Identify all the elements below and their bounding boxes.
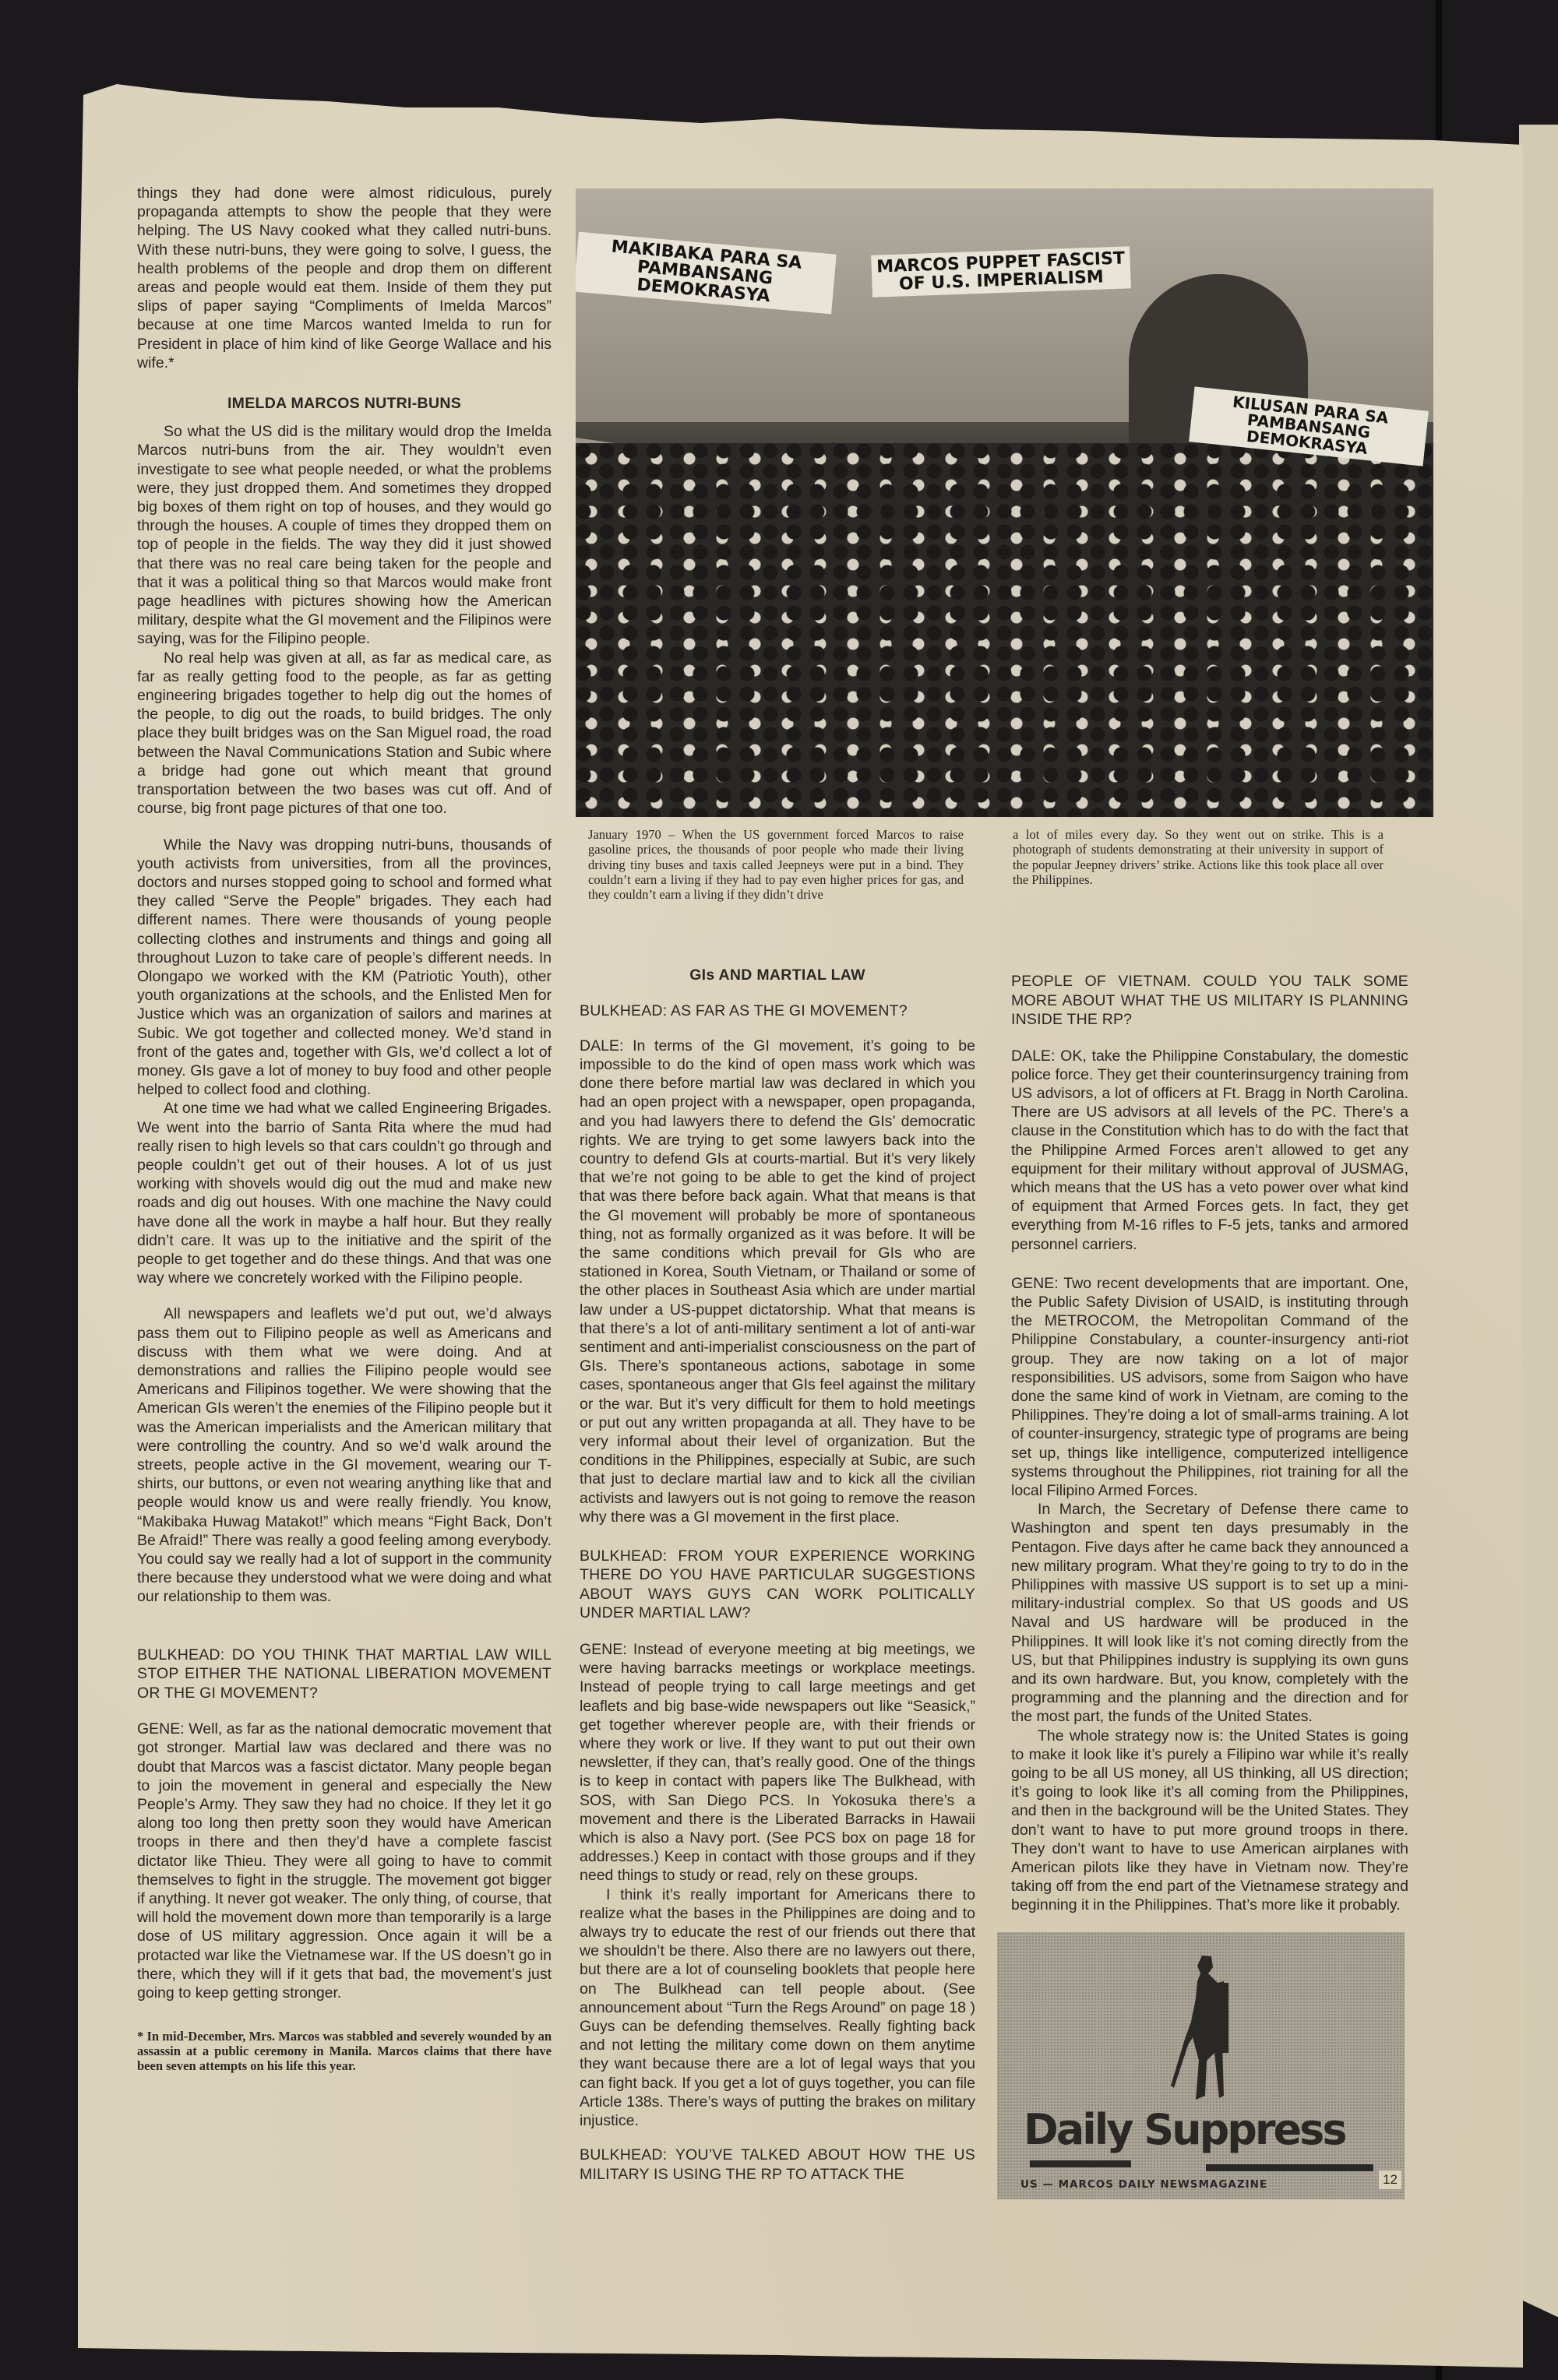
interview-answer: The whole strategy now is: the United States is going to make it look like it’s purely a Filipino war while it’s really going to be all US money, all US thinking, all US direction; it’s going to look like it’s all coming from the Philippines, and then in the background will be the United States. They don’t want to have to put more ground troops in there. They don’t want to have to use American airplanes with American pilots like they have in Vietnam now. They’re taking off from the end part of the Vietnamese strategy and beginning it in the Philippines. That’s more like it probably. (1011, 1727, 1408, 1914)
adjacent-page-edge (1519, 125, 1558, 2321)
paragraph: So what the US did is the military would drop the Imelda Marcos nutri-buns from the air. They wouldn’t even investigate to see what people needed, or what the problems were, they just dropped them. And sometimes they dropped big boxes of them right on top of houses, and they would go through the houses. A couple of times they dropped them on top of people in the fields. The way they did it just showed that there was no real care being taken for the people and that it was a political thing so that Marcos would make front page headlines with pictures showing how the American military, despite what the GI movement and the Filipinos were saying, was for the Filipino people. (137, 423, 552, 648)
interview-answer: In March, the Secretary of Defense there came to Washington and spent ten days presumably in the Pentagon. Five days after he came back they announced a new military program. What they’re going to try to do in the Philippines with massive US support is to set up a mini-military-industrial complex. So that US goods and US Naval and US hardware will be produced in the Philippines. It will look like it’s not coming directly from the US, but that Philippines industry is supplying its own guns and its own hardware. But, you know, completely with the programming and the planning and the direction and for the most part, the funds of the United States. (1011, 1501, 1408, 1726)
footnote: * In mid-December, Mrs. Marcos was stabbled and severely wounded by an assassin at a public ceremony in Manila. Marcos claims that there have been seven attempts on his life this year. (137, 2029, 552, 2074)
section-heading: IMELDA MARCOS NUTRI-BUNS (227, 395, 462, 413)
paragraph: While the Navy was dropping nutri-buns, thousands of youth activists from universities, from all the provinces, doctors and nurses stopped going to school and formed what they called “Serve the People” brigades. They each had different names. There were thousands of young people collecting clothes and instruments and things and going all throughout Luzon to take care of people’s different needs. In Olongapo we worked with the KM (Patriotic Youth), other youth organizations at the schools, and the Enlisted Men for Justice which was an organization of sailors and marines at Subic. We got together and collected money. We’d stand in front of the gates and, together with GIs, we’d collect a lot of money. GIs gave a lot of money to buy food and other people helped to collect food and clothing. (137, 836, 552, 1099)
interview-question: BULKHEAD: YOU’VE TALKED ABOUT HOW THE US MILITARY IS USING THE RP TO ATTACK THE (580, 2146, 975, 2183)
logo-underline (1030, 2160, 1131, 2167)
photo-caption-left: January 1970 – When the US government forced Marcos to raise gasoline prices, the thousands of poor people who made their living driving tiny buses and taxis called Jeepneys were put in a bind. They couldn’t earn a living if they had to pay even higher prices for gas, and they couldn’t earn a living if they didn’t drive (588, 827, 964, 903)
logo-underline (1206, 2164, 1373, 2171)
logo-subtitle: US — MARCOS DAILY NEWSMAGAZINE (1020, 2178, 1268, 2191)
interview-question: PEOPLE OF VIETNAM. COULD YOU TALK SOME MORE ABOUT WHAT THE US MILITARY IS PLANNING INSIDE THE RP? (1011, 973, 1408, 1028)
paragraph: At one time we had what we called Engineering Brigades. We went into the barrio of Santa Rita where the mud had really risen to high levels so that cars couldn’t go through and people couldn’t get out of their houses. A lot of us just working with shovels would dig out the mud and make new roads and dig out houses. With one machine the Navy could have done all the work in maybe a half hour. But they really didn’t care. It was up to the initiative and the spirit of the people to get together and do these things. And that was one way where we concretely worked with the Filipino people. (137, 1100, 552, 1287)
paragraph: No real help was given at all, as far as medical care, as far as really getting food to the people, as far as getting engineering brigades together to help dig out the homes of the people, to dig out the roads, to build bridges. The only place they built bridges was on the San Miguel road, the road between the Naval Communications Station and Subic where a bridge had gone out which meant that ground transportation between the two bases was cut off. And of course, big front page pictures of that one too. (137, 649, 552, 818)
logo-title: Daily Suppress (1024, 2104, 1345, 2154)
page-number: 12 (1379, 2171, 1401, 2189)
demonstration-photo (576, 188, 1433, 817)
interview-answer: I think it’s really important for Americans there to realize what the bases in the Philippines are doing and to always try to educate the rest of our friends out there that we shouldn’t be there. Also there are no lawyers out there, but there are a lot of counseling booklets that people here on The Bulkhead can tell people about. (See announcement about “Turn the Regs Around” on page 18 ) Guys can be defending themselves. Really fighting back and not letting the military come down on them anytime they want because there are a lot of legal ways that you can fight back. If you get a lot of guys together, you can file Article 138s. There’s ways of putting the brakes on military injustice. (580, 1885, 975, 2130)
column-3 (1011, 972, 1408, 2199)
section-heading: GIs AND MARTIAL LAW (689, 966, 865, 984)
photo-banner: MAKIBAKA PARA SA PAMBANSANG DEMOKRASYA (576, 232, 837, 315)
interview-answer: GENE: Well, as far as the national democratic movement that got stronger. Martial law was declared and there was no doubt that Marcos was a fascist dictator. Many people began to join the movement in general and especially the New People’s Army. They saw they had no choice. If they let it go along too long then pretty soon they would have American troops in there and then they’d have a complete fascist dictator like Thieu. They were all going to have to commit themselves to fight in the struggle. The movement got bigger if anything. It never got weaker. The only thing, of course, that will hold the movement down more than temporarily is a large dose of US military aggression. Once again it will be a protacted war like the Vietnamese war. If the US doesn’t go in there, which they will if it gets that bad, the movement’s just going to keep getting stronger. (137, 1720, 552, 2002)
interview-question: BULKHEAD: AS FAR AS THE GI MOVEMENT? (580, 1002, 908, 1020)
photo-banner: MARCOS PUPPET FASCIST OF U.S. IMPERIALISM (871, 246, 1131, 298)
interview-answer: GENE: Two recent developments that are important. One, the Public Safety Division of USAID, is instituting through the METROCOM, the Metropolitan Command of the Philippine Constabulary, a counter-insurgency anti-riot group. They are now taking on a lot of major responsibilities. US advisors, some from Saigon who have done the same kind of work in Vietnam, are coming to the Philippines. They’re doing a lot of small-arms training. A lot of counter-insurgency, strategic type of programs are being set up, things like intelligence, computerized intelligence systems throughout the Philippines, riot training for all the local Filipino Armed Forces. (1011, 1274, 1408, 1499)
interview-answer: GENE: Instead of everyone meeting at big meetings, we were having barracks meetings or workplace meetings. Instead of people trying to call large meetings and get leaflets and big base-wide newspapers out like “Seasick,” get together wherever people are, with their friends or where they work or live. If they want to put out their own newsletter, if they can, that’s really good. One of the things is to keep in contact with papers like The Bulkhead, with SOS, with San Diego PCS. In Yokosuka there’s a movement and there is the Liberated Barracks in Hawaii which is also a Navy port. (See PCS box on page 18 for addresses.) Keep in contact with those groups and if they need things to study or read, rely on these groups. (580, 1640, 975, 1885)
column-1 (137, 184, 552, 2073)
interview-question: BULKHEAD: FROM YOUR EXPERIENCE WORKING THERE DO YOU HAVE PARTICULAR SUGGESTIONS ABOUT WAYS GUYS CAN WORK POLITICALLY UNDER MARTIAL LAW? (580, 1547, 975, 1622)
paragraph: All newspapers and leaflets we’d put out, we’d always pass them out to Filipino people as well as Americans and discuss with them what we were doing. And at demonstrations and rallies the Filipino people would see Americans and Filipinos together. We were showing that the American GIs weren’t the enemies of the Filipino people but it was the American imperialists and the American military that were controlling the country. And so we’d walk around the streets, people active in the GI movement, wearing our T-shirts, our buttons, or even not wearing anything like that and people would know us and were really friendly. You know, “Makibaka Huwag Matakot!” which means “Fight Back, Don’t Be Afraid!” There was really a good feeling among everybody. You could say we really had a lot of support in the community there because they understood what we were doing and what our relationship to them was. (137, 1305, 552, 1606)
interview-question: BULKHEAD: DO YOU THINK THAT MARTIAL LAW WILL STOP EITHER THE NATIONAL LIBERATION MOVEMENT OR THE GI MOVEMENT? (137, 1646, 552, 1702)
photo-caption-right: a lot of miles every day. So they went out on strike. This is a photograph of students demonstrating at their university in support of the popular Jeepney drivers’ strike. Actions like this took place all over the Philippines. (1013, 827, 1384, 887)
interview-answer: DALE: In terms of the GI movement, it’s going to be impossible to do the kind of open mass work which was done there before martial law was declared in which you had an open project with a newspaper, open propaganda, and you had lawyers there to defend the GIs’ democratic rights. We are trying to get some lawyers back into the country to defend GIs at courts-martial. But it’s very likely that we’re not going to be able to get the kind of project that was there before back again. What that means is that the GI movement will probably be more of spontaneous thing, not as formally organized as it was before. It will be the same conditions which prevail for GIs who are stationed in Korea, South Vietnam, or Thailand or some of the other places in Southeast Asia which are under martial law under a US-puppet dictatorship. What that means is that there’s a lot of anti-military sentiment a lot of anti-war sentiment and anti-imperialist consciousness on the part of GIs. There’s spontaneous actions, sabotage in some cases, spontaneous anger that GIs feel against the military or the war. But it’s very difficult for them to hold meetings or put out any written propaganda at all. They have to be very informal about their level of organization. But the conditions in the Philippines, especially at Subic, are such that just to declare martial law and to kick all the civilian activists and lawyers out is not going to remove the reason why there was a GI movement in the first place. (580, 1037, 975, 1526)
interview-answer: DALE: OK, take the Philippine Constabulary, the domestic police force. They get their counterinsurgency training from US advisors, a lot of officers at Ft. Bragg in North Carolina. There are US advisors at all levels of the PC. There’s a clause in the Constitution which has to do with the fact that the Philippine Armed Forces aren’t allowed to get any equipment for their military without approval of JUSMAG, which means that the US has a veto power over what kind of equipment that Armed Forces gets. In fact, they get everything from M-16 rifles to F-5 jets, tanks and armored personnel carriers. (1011, 1047, 1408, 1253)
daily-suppress-logo (997, 1932, 1405, 2199)
photo-crowd (576, 443, 1433, 817)
warrior-figure-icon (1157, 1952, 1250, 2107)
column-2 (580, 966, 975, 2184)
photo-banner: KILUSAN PARA SA PAMBANSANG DEMOKRASYA (1189, 386, 1429, 466)
paragraph: things they had done were almost ridiculous, purely propaganda attempts to show the people that they were helping. The US Navy cooked what they called nutri-buns. With these nutri-buns, they were going to solve, I guess, the health problems of the people and drop them on different areas and people would eat them. Inside of them they put slips of paper saying “Compliments of Imelda Marcos” because at one time Marcos wanted Imelda to run for President in place of him kind of like George Wallace and his wife.* (137, 185, 552, 371)
